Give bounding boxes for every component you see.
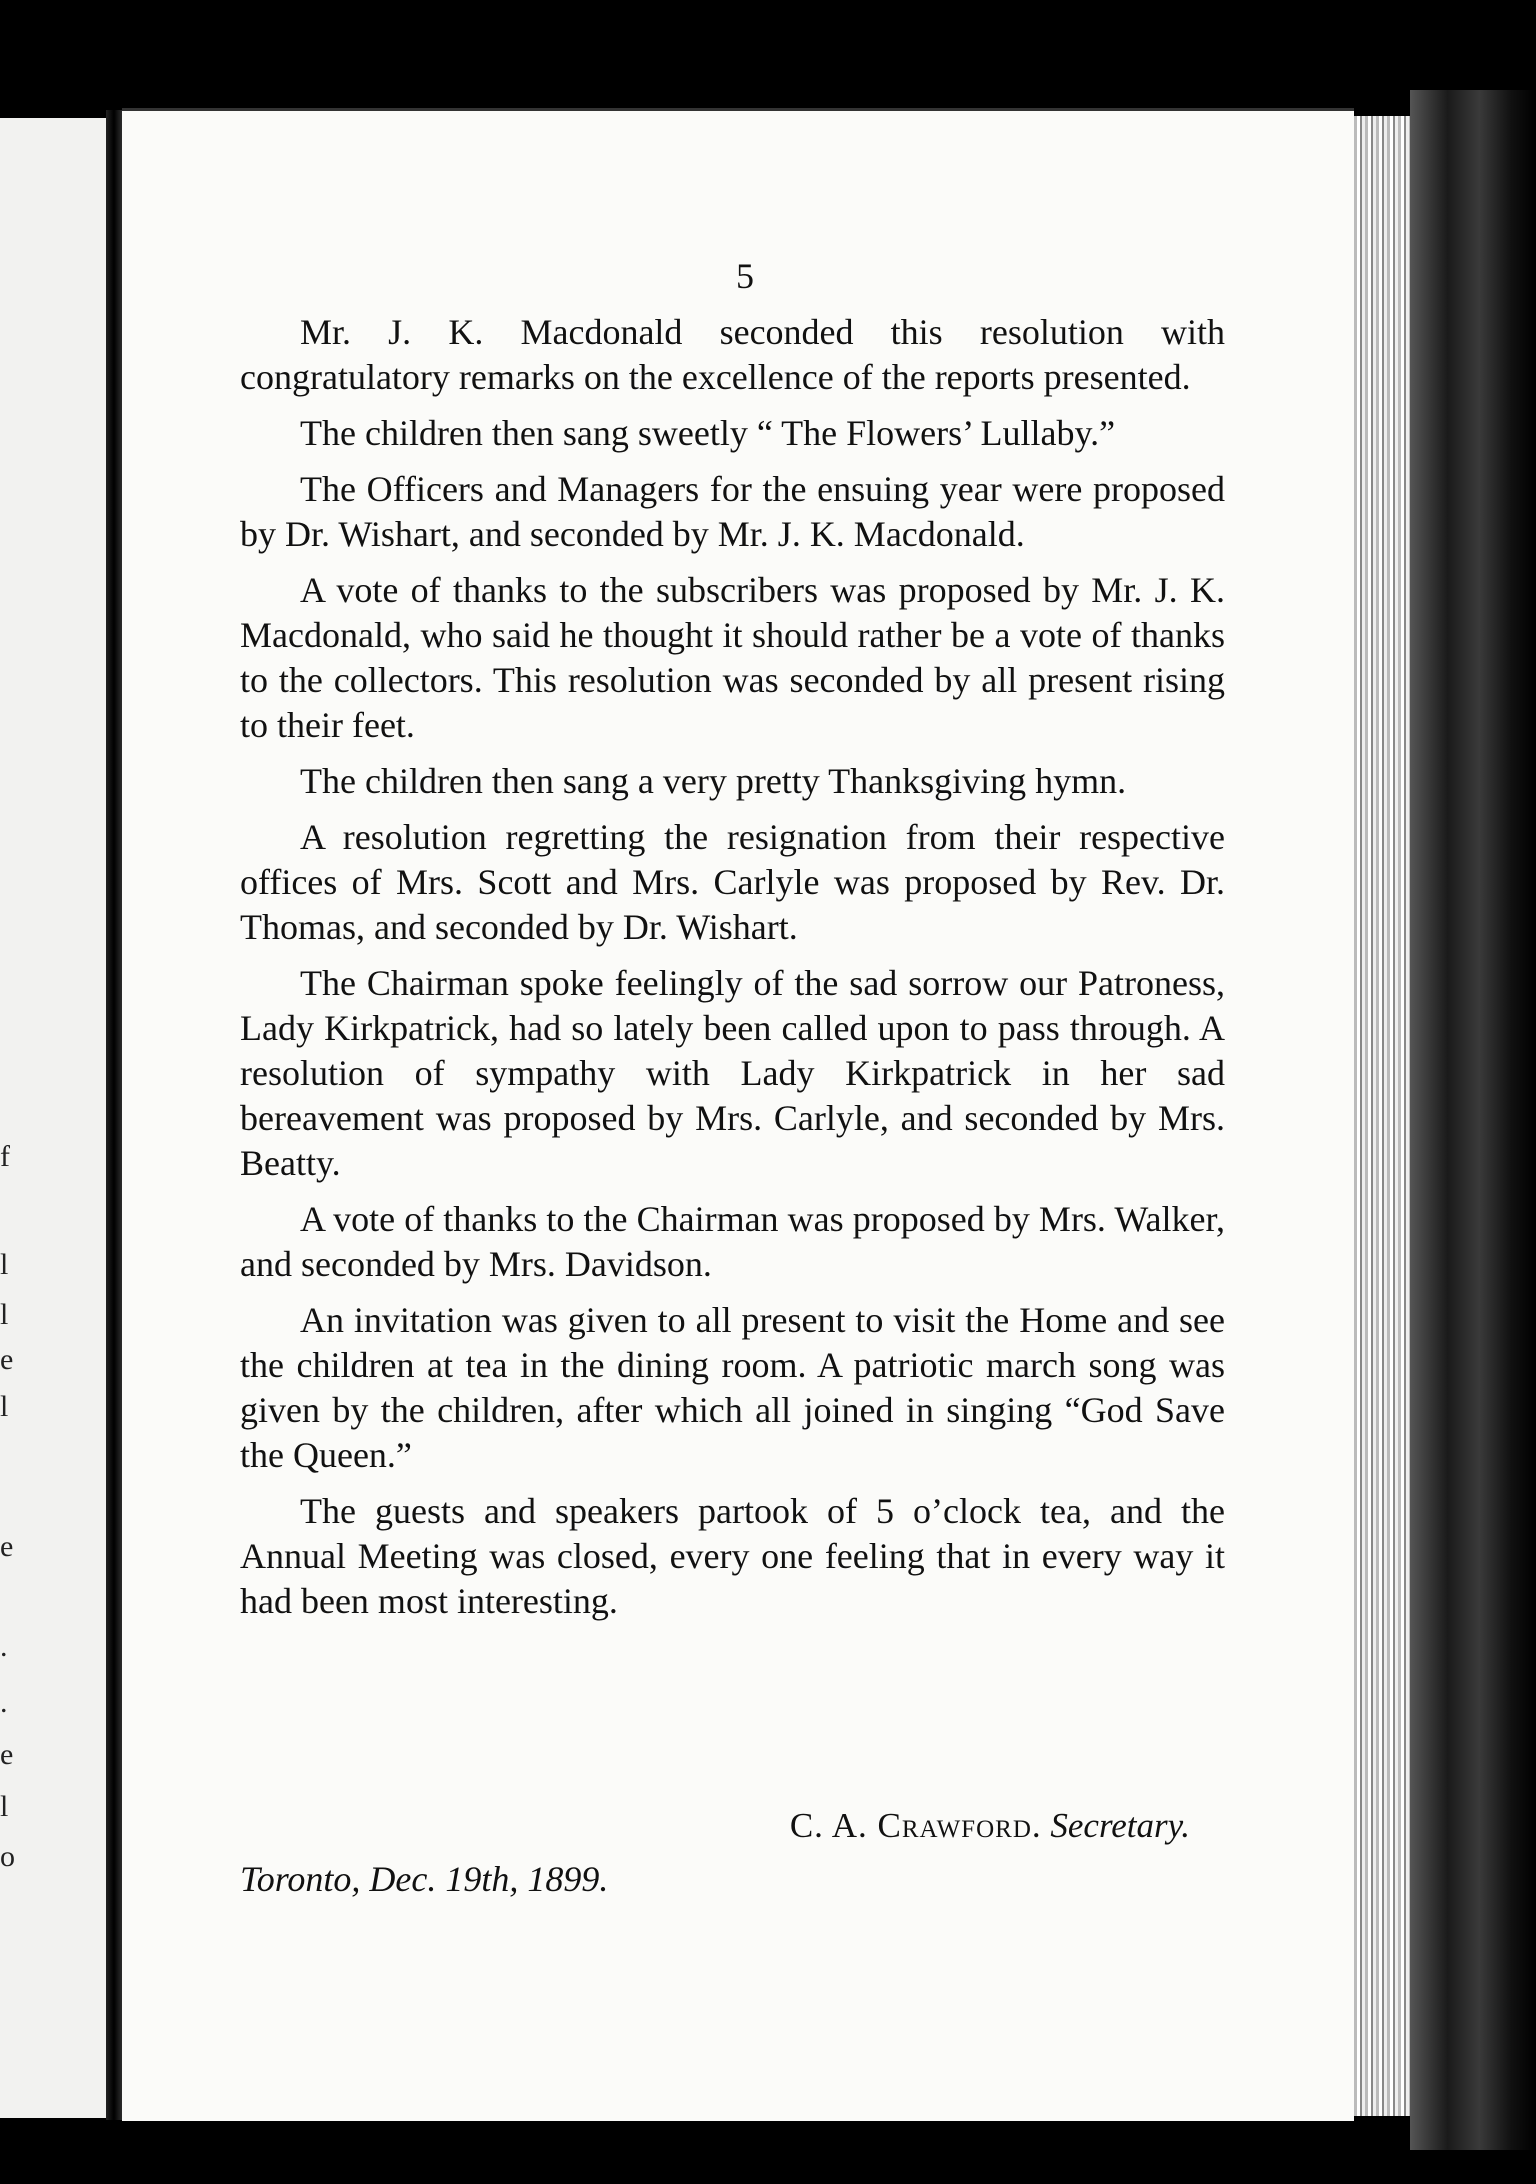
signature-line bbox=[720, 1806, 1190, 1846]
left-margin-letter: f bbox=[0, 1140, 10, 1173]
paragraph: The guests and speakers partook of 5 o’clock tea, and the Annual Meeting was closed, every one feeling that in every way it had been most interesting. bbox=[240, 1491, 1225, 1621]
secretary-name: C. A. Crawford. bbox=[789, 1806, 1042, 1845]
left-margin-letter: l bbox=[0, 1790, 9, 1823]
page-number: 5 bbox=[736, 256, 754, 296]
paragraph: A vote of thanks to the subscribers was proposed by Mr. J. K. Macdonald, who said he thought it should rather be a vote of thanks to the collectors. This resolution was seconded by all present rising to their feet. bbox=[240, 570, 1225, 745]
left-margin-letter: . bbox=[0, 1686, 8, 1719]
paragraph: Mr. J. K. Macdonald seconded this resolution with congratulatory remarks on the excellence of the reports presented. bbox=[240, 312, 1225, 397]
left-page-edge bbox=[0, 118, 112, 2118]
dateline: Toronto, Dec. 19th, 1899. bbox=[240, 1859, 609, 1899]
paragraph: An invitation was given to all present to visit the Home and see the children at tea in the dining room. A patriotic march song was given by the children, after which all joined in singing “God Save the Queen.” bbox=[240, 1300, 1225, 1475]
left-margin-letter: e bbox=[0, 1343, 14, 1376]
paragraph: The Chairman spoke feelingly of the sad sorrow our Patroness, Lady Kirkpatrick, had so lately been called upon to pass through. A resolution of sympathy with Lady Kirkpatrick in her sad bereavement was proposed by Mrs. Carlyle, and seconded by Mrs. Beatty. bbox=[240, 963, 1225, 1183]
paragraph: A resolution regretting the resignation from their respective offices of Mrs. Scott and Mrs. Carlyle was proposed by Rev. Dr. Thomas, and seconded by Dr. Wishart. bbox=[240, 817, 1225, 947]
book-binding bbox=[1410, 90, 1536, 2150]
left-margin-letter: o bbox=[0, 1840, 15, 1873]
paragraph: A vote of thanks to the Chairman was proposed by Mrs. Walker, and seconded by Mrs. Davidson. bbox=[240, 1199, 1225, 1284]
left-margin-letter: e bbox=[0, 1738, 14, 1771]
paragraph: The Officers and Managers for the ensuing year were proposed by Dr. Wishart, and seconded by Mr. J. K. Macdonald. bbox=[240, 469, 1225, 554]
left-margin-letter: l bbox=[0, 1298, 9, 1331]
body-text bbox=[240, 310, 1225, 1635]
left-margin-letter: l bbox=[0, 1248, 9, 1281]
page-stack-edge bbox=[1354, 116, 1412, 2116]
left-margin-letter: . bbox=[0, 1630, 8, 1663]
left-margin-letter: e bbox=[0, 1530, 14, 1563]
secretary-title: Secretary. bbox=[1050, 1806, 1190, 1845]
left-margin-letter: l bbox=[0, 1390, 9, 1423]
paragraph: The children then sang a very pretty Thanksgiving hymn. bbox=[300, 761, 1127, 801]
paragraph: The children then sang sweetly “ The Flowers’ Lullaby.” bbox=[300, 413, 1116, 453]
